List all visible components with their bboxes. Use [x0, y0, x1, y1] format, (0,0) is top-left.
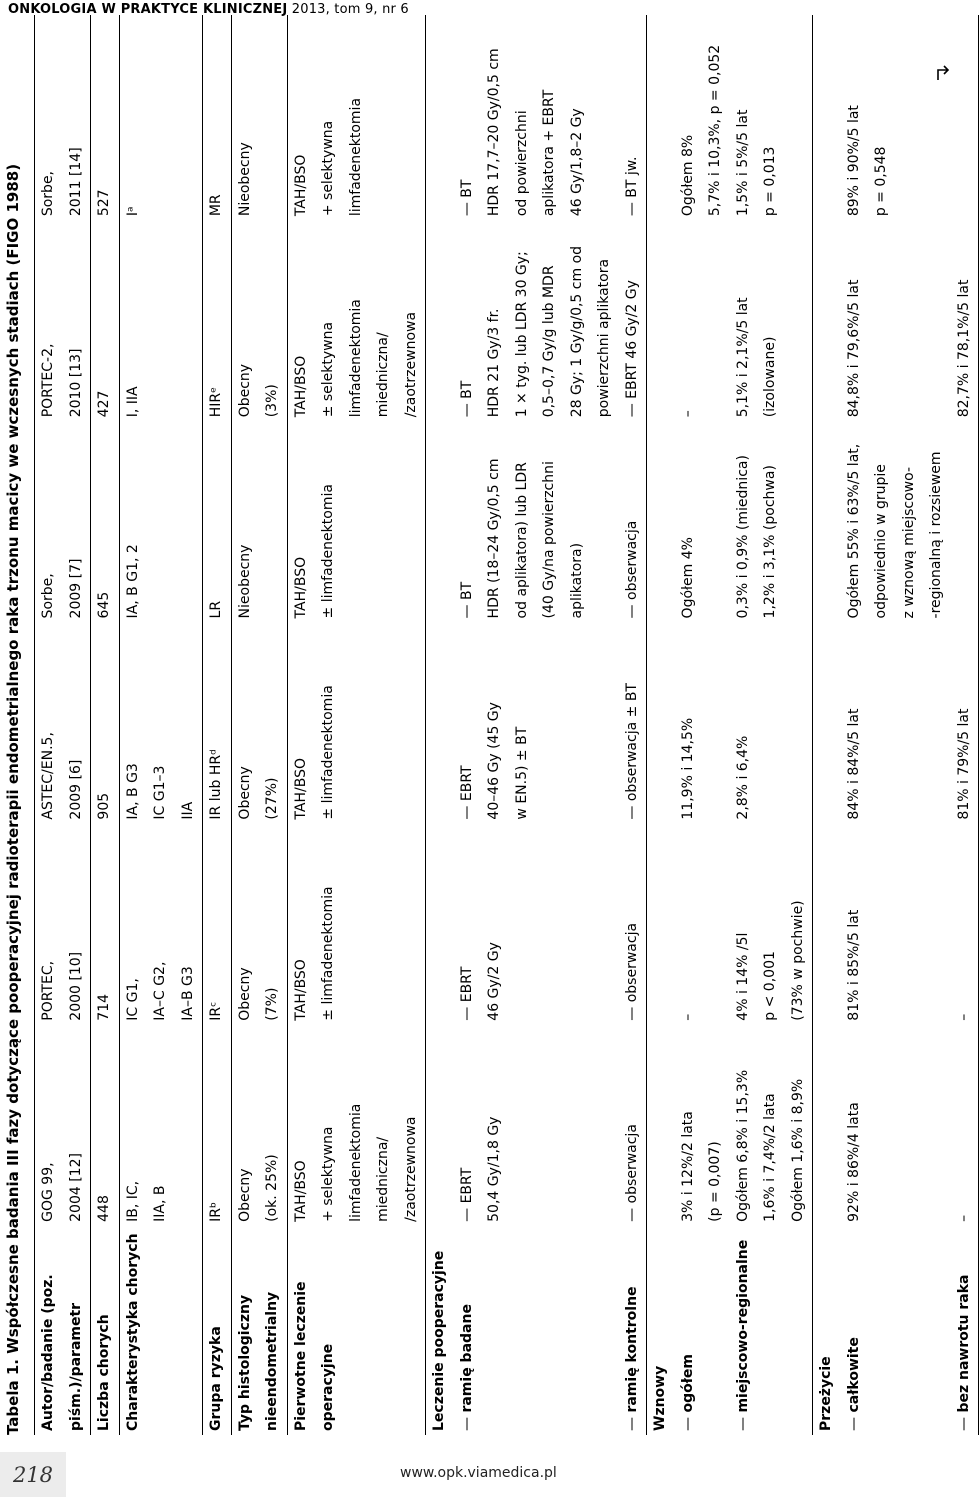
- cell: HIRᵉ: [203, 216, 232, 417]
- cell: 5,1% i 2,1%/5 lat (izolowane): [734, 297, 778, 418]
- cell: — obserwacja: [623, 922, 640, 1021]
- row-risk: [203, 15, 232, 1435]
- row-label: Grupa ryzyka: [203, 1222, 232, 1435]
- section-heading: Wznowy: [647, 15, 675, 1435]
- row-label-text: — ramię badane: [459, 1304, 475, 1431]
- cell: 92% i 86%/4 lata: [845, 1102, 862, 1222]
- cell: — EBRT 46 Gy/2 Gy: [458, 942, 502, 1021]
- cell: 82,7% i 78,1%/5 lat: [951, 216, 979, 417]
- cell: 3% i 12%/2 lata (p = 0,007): [679, 1111, 723, 1222]
- cell: IC G1, IA–C G2, IA–B G3: [119, 820, 203, 1021]
- section-heading: Przeżycie: [813, 15, 841, 1435]
- cell: 427: [91, 216, 120, 417]
- row-rec-total: [675, 15, 730, 1435]
- row-label: [951, 1222, 979, 1435]
- cell: 714: [91, 820, 120, 1021]
- cell: IA, B G3 IC G1–3 IIA: [119, 618, 203, 819]
- cell: — EBRT 50,4 Gy/1,8 Gy: [458, 1116, 502, 1222]
- cell: — obserwacja: [623, 1124, 640, 1222]
- cell: — BT HDR (18–24 Gy/0,5 cm od aplikatora) lub LDR (40 Gy/na powierzchni aplikatora): [458, 458, 585, 619]
- cell: Ogółem 8% 5,7% i 10,3%, p = 0,052: [679, 44, 723, 217]
- cell: — BT HDR 21 Gy/3 fr. 1 × tyg. lub LDR 30 Gy; 0,5–0,7 Gy/g lub MDR 28 Gy; 1 Gy/g/0,5 cm od powierzchni aplikatora: [458, 245, 612, 418]
- row-label-text: — miejscowo-regionalne: [735, 1240, 751, 1431]
- cell: Nieobecny: [231, 417, 287, 618]
- row-histology: [231, 15, 287, 1435]
- cell: TAH/BSO + selektywna limfadenektomia miedniczna/ /zaotrzewnowa: [287, 1021, 426, 1222]
- cell: Obecny (27%): [231, 618, 287, 819]
- footer-url: www.opk.viamedica.pl: [400, 1465, 557, 1481]
- row-survival-heading: [813, 15, 841, 1435]
- cell: 11,9% i 14,5%: [679, 717, 696, 820]
- cell: [951, 417, 979, 618]
- row-label-text: — ogółem: [680, 1354, 696, 1431]
- row-rec-local: [730, 15, 813, 1435]
- row-label: Charakterystyka chorych: [119, 1222, 203, 1435]
- row-label-text: — bez nawrotu raka: [956, 1274, 972, 1431]
- row-label: Pierwotne leczenie operacyjne: [287, 1222, 426, 1435]
- cell: 0,3% i 0,9% (miednica) 1,2% i 3,1% (pochwa): [734, 455, 778, 619]
- cell: IR lub HRᵈ: [203, 618, 232, 819]
- row-postop-heading: [426, 15, 454, 1435]
- cell: Obecny (ok. 25%): [231, 1021, 287, 1222]
- cell: I, IIA: [119, 216, 203, 417]
- journal-title: ONKOLOGIA W PRAKTYCE KLINICZNEJ: [8, 2, 288, 17]
- row-characteristics: [119, 15, 203, 1435]
- cell: 89% i 90%/5 lat p = 0,548: [845, 105, 889, 217]
- cell: IRᶜ: [203, 820, 232, 1021]
- row-label: Typ histologiczny nieendometrialny: [231, 1222, 287, 1435]
- cell: Nieobecny: [231, 15, 287, 216]
- row-label: [675, 1222, 730, 1435]
- row-label-text: — całkowite: [846, 1337, 862, 1431]
- cell: –: [679, 410, 696, 418]
- cell: TAH/BSO ± selektywna limfadenektomia miedniczna/ /zaotrzewnowa: [287, 216, 426, 417]
- row-label-text: — ramię kontrolne: [624, 1286, 640, 1431]
- row-label: [454, 1222, 619, 1435]
- cell: 84,8% i 79,6%/5 lat: [845, 279, 862, 418]
- row-patients: [91, 15, 120, 1435]
- row-label: [730, 1222, 813, 1435]
- cell: — obserwacja: [623, 520, 640, 619]
- cell: LR: [203, 417, 232, 618]
- row-arm-control: [619, 15, 647, 1435]
- cell: 645: [91, 417, 120, 618]
- cell: IA, B G1, 2: [119, 417, 203, 618]
- cell: TAH/BSO ± limfadenektomia: [287, 820, 426, 1021]
- cell: IRᵇ: [203, 1021, 232, 1222]
- study-portec2: PORTEC-2, 2010 [13]: [35, 216, 91, 417]
- cell: Iᵃ: [119, 15, 203, 216]
- cell: 4% i 14% /5l p < 0,001 (73% w pochwie): [734, 900, 806, 1021]
- cell: TAH/BSO ± limfadenektomia: [287, 618, 426, 819]
- cell: –: [951, 820, 979, 1021]
- cell: — obserwacja ± BT: [623, 683, 640, 820]
- cell: 81% i 79%/5 lat: [951, 618, 979, 819]
- table-caption: Tabela 1. Współczesne badania III fazy dotyczące pooperacyjnej radioterapii endometrialnego raka trzonu macicy we wczesnych stadiach (FIGO 1988): [4, 163, 22, 1435]
- cell: 81% i 85%/5 lat: [845, 909, 862, 1021]
- cell: 905: [91, 618, 120, 819]
- study-gog99: GOG 99, 2004 [12]: [35, 1021, 91, 1222]
- cell: 448: [91, 1021, 120, 1222]
- studies-table: [34, 15, 979, 1435]
- row-surv-total: [841, 15, 951, 1435]
- study-portec: PORTEC, 2000 [10]: [35, 820, 91, 1021]
- study-astec: ASTEC/EN.5, 2009 [6]: [35, 618, 91, 819]
- row-label: Liczba chorych: [91, 1222, 120, 1435]
- cell: Obecny (3%): [231, 216, 287, 417]
- cell: 1,5% i 5%/5 lat p = 0,013: [734, 109, 778, 217]
- row-label: [619, 1222, 647, 1435]
- study-sorbe-2011: Sorbe, 2011 [14]: [35, 15, 91, 216]
- page-number: 218: [0, 1452, 66, 1497]
- cell: TAH/BSO + selektywna limfadenektomia: [287, 15, 426, 216]
- cell: MR: [203, 15, 232, 216]
- cell: — EBRT 46 Gy/2 Gy: [623, 280, 640, 418]
- header-row: [35, 15, 91, 1435]
- cell: 2,8% i 6,4%: [734, 735, 751, 820]
- cell: –: [951, 1021, 979, 1222]
- cell: — BT jw.: [623, 156, 640, 217]
- row-surgery: [287, 15, 426, 1435]
- row-arm-study: [454, 15, 619, 1435]
- journal-issue: 2013, tom 9, nr 6: [287, 2, 409, 17]
- cell: Ogółem 6,8% i 15,3% 1,6% i 7,4%/2 lata Ogółem 1,6% i 8,9%: [734, 1069, 806, 1222]
- section-heading: Leczenie pooperacyjne: [426, 15, 454, 1435]
- cell: [951, 15, 979, 216]
- row-recurrence-heading: [647, 15, 675, 1435]
- study-sorbe-2009: Sorbe, 2009 [7]: [35, 417, 91, 618]
- row-label: [841, 1222, 951, 1435]
- cell: TAH/BSO ± limfadenektomia: [287, 417, 426, 618]
- cell: IB, IC, IIA, B: [119, 1021, 203, 1222]
- cell: 527: [91, 15, 120, 216]
- cell: –: [679, 1013, 696, 1021]
- cell: Ogółem 4%: [679, 537, 696, 619]
- header-label: Autor/badanie (poz. piśm.)/parametr: [35, 1222, 91, 1435]
- cell: Ogółem 55% i 63%/5 lat, odpowiednio w grupie z wznową miejscowo- -regionalną i rozsiewem: [845, 443, 944, 619]
- rotated-table-container: [4, 15, 972, 1435]
- cell: Obecny (7%): [231, 820, 287, 1021]
- cell: 84% i 84%/5 lat: [845, 708, 862, 820]
- cell: — BT HDR 17,7–20 Gy/0,5 cm od powierzchni aplikatora + EBRT 46 Gy/1,8–2 Gy: [458, 48, 585, 217]
- row-surv-free: [951, 15, 979, 1435]
- cell: — EBRT 40–46 Gy (45 Gy w EN.5) ± BT: [458, 702, 530, 820]
